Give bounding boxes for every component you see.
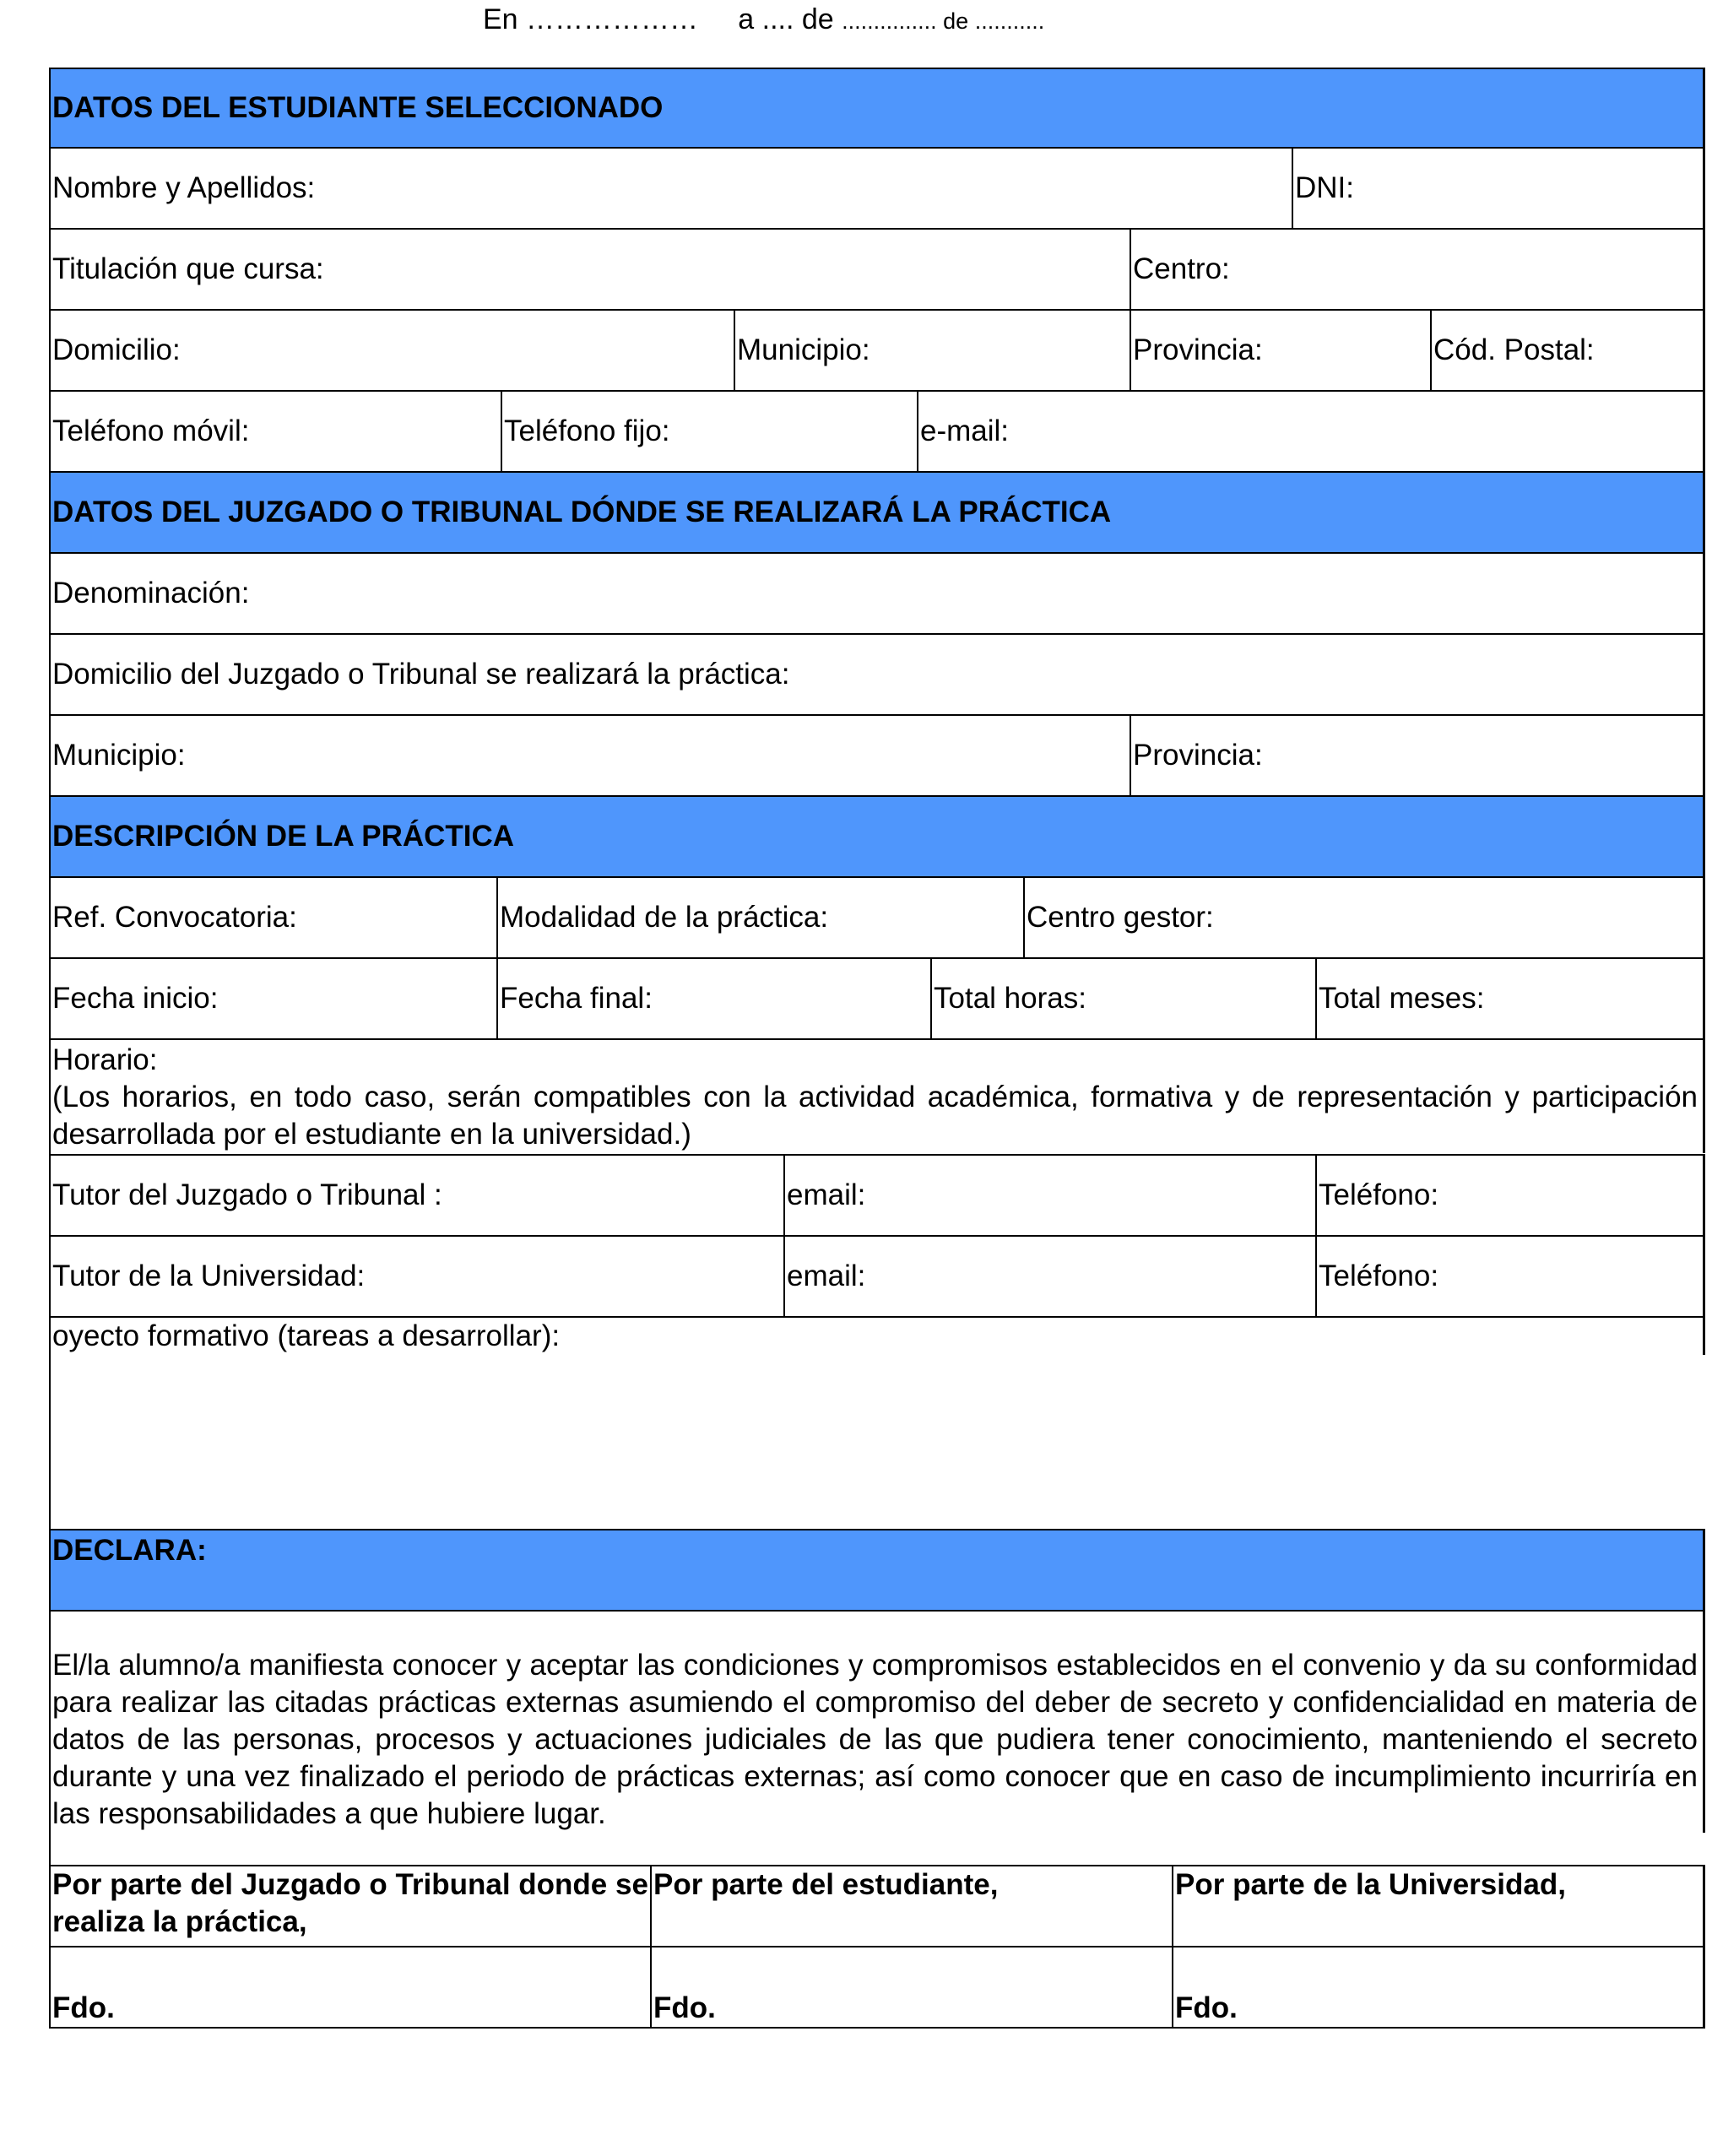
- date-place: En ………………: [483, 3, 699, 35]
- end-date-field[interactable]: Fecha final:: [498, 959, 932, 1038]
- student-name-field[interactable]: Nombre y Apellidos:: [51, 149, 1293, 228]
- total-hours-field[interactable]: Total horas:: [932, 959, 1317, 1038]
- student-province-field[interactable]: Provincia:: [1131, 311, 1432, 390]
- student-section-header: [49, 68, 1705, 149]
- practice-form: [49, 68, 1705, 2029]
- student-address-field[interactable]: Domicilio:: [51, 311, 735, 390]
- schedule-field[interactable]: [51, 1040, 1705, 1153]
- student-mobile-field[interactable]: Teléfono móvil:: [51, 392, 502, 471]
- date-day: a .... de: [738, 3, 834, 35]
- signature-university-fdo[interactable]: Fdo.: [1173, 1947, 1705, 2027]
- university-tutor-row: [49, 1237, 1705, 1318]
- signature-fdo-row: [49, 1947, 1705, 2029]
- declara-section-title: DECLARA:: [51, 1530, 1705, 1610]
- court-location-row: [49, 716, 1705, 797]
- signature-university-heading: Por parte de la Universidad,: [1173, 1866, 1705, 1946]
- schedule-note: (Los horarios, en todo caso, serán compatibles con la actividad académica, formativa y de representación y participación desarrollada por el estudiante en la universidad.): [52, 1081, 1698, 1151]
- court-tutor-field[interactable]: Tutor del Juzgado o Tribunal :: [51, 1156, 785, 1235]
- student-contact-row: [49, 392, 1705, 473]
- practice-section-header: [49, 797, 1705, 878]
- court-tutor-phone-field[interactable]: Teléfono:: [1317, 1156, 1705, 1235]
- university-tutor-email-field[interactable]: email:: [785, 1237, 1317, 1316]
- student-degree-row: [49, 230, 1705, 311]
- court-province-field[interactable]: Provincia:: [1131, 716, 1705, 795]
- signature-student-heading: Por parte del estudiante,: [652, 1866, 1173, 1946]
- student-degree-field[interactable]: Titulación que cursa:: [51, 230, 1131, 309]
- court-section-header: [49, 473, 1705, 554]
- schedule-row: [49, 1040, 1705, 1156]
- date-line: [483, 3, 1044, 36]
- schedule-label: Horario:: [52, 1043, 158, 1076]
- student-address-row: [49, 311, 1705, 392]
- student-center-field[interactable]: Centro:: [1131, 230, 1705, 309]
- signature-court-heading: Por parte del Juzgado o Tribunal donde se realiza la práctica,: [51, 1866, 652, 1946]
- total-months-field[interactable]: Total meses:: [1317, 959, 1705, 1038]
- court-municipality-field[interactable]: Municipio:: [51, 716, 1131, 795]
- managing-center-field[interactable]: Centro gestor:: [1025, 878, 1705, 957]
- court-tutor-row: [49, 1156, 1705, 1237]
- university-tutor-phone-field[interactable]: Teléfono:: [1317, 1237, 1705, 1316]
- declara-section-header: [49, 1530, 1705, 1612]
- student-postal-code-field[interactable]: Cód. Postal:: [1432, 311, 1705, 390]
- practice-ref-row: [49, 878, 1705, 959]
- court-section-title: DATOS DEL JUZGADO O TRIBUNAL DÓNDE SE REALIZARÁ LA PRÁCTICA: [51, 473, 1705, 552]
- student-name-row: [49, 149, 1705, 230]
- court-tutor-email-field[interactable]: email:: [785, 1156, 1317, 1235]
- call-reference-field[interactable]: Ref. Convocatoria:: [51, 878, 498, 957]
- signature-student-fdo[interactable]: Fdo.: [652, 1947, 1173, 2027]
- student-municipality-field[interactable]: Municipio:: [735, 311, 1131, 390]
- training-project-field[interactable]: oyecto formativo (tareas a desarrollar):: [51, 1318, 1705, 1355]
- student-section-title: DATOS DEL ESTUDIANTE SELECCIONADO: [51, 69, 1705, 147]
- practice-dates-row: [49, 959, 1705, 1040]
- university-tutor-field[interactable]: Tutor de la Universidad:: [51, 1237, 785, 1316]
- court-address-row: [49, 635, 1705, 716]
- signature-court-fdo[interactable]: Fdo.: [51, 1947, 652, 2027]
- training-project-row: [49, 1318, 1705, 1530]
- practice-modality-field[interactable]: Modalidad de la práctica:: [498, 878, 1025, 957]
- date-month-year: ............... de ...........: [842, 8, 1045, 34]
- court-address-field[interactable]: Domicilio del Juzgado o Tribunal se realizará la práctica:: [51, 635, 1705, 714]
- student-dni-field[interactable]: DNI:: [1293, 149, 1705, 228]
- declaration-text: El/la alumno/a manifiesta conocer y aceptar las condiciones y compromisos establecidos en el convenio y da su conformidad para realizar las citadas prácticas externas asumiendo el compromiso del deber de secreto y confidencialidad en materia de datos de las personas, procesos y actuaciones judiciales de las que pudiera tener conocimiento, manteniendo el secreto durante y una vez finalizado el periodo de prácticas externas; así como conocer que en caso de incumplimiento incurriría en las responsabilidades a que hubiere lugar.: [51, 1612, 1705, 1833]
- court-name-row: [49, 554, 1705, 635]
- signature-headings-row: [49, 1866, 1705, 1947]
- court-name-field[interactable]: Denominación:: [51, 554, 1705, 633]
- student-email-field[interactable]: e-mail:: [918, 392, 1705, 471]
- start-date-field[interactable]: Fecha inicio:: [51, 959, 498, 1038]
- practice-section-title: DESCRIPCIÓN DE LA PRÁCTICA: [51, 797, 1705, 876]
- declaration-row: [49, 1612, 1705, 1866]
- student-landline-field[interactable]: Teléfono fijo:: [502, 392, 918, 471]
